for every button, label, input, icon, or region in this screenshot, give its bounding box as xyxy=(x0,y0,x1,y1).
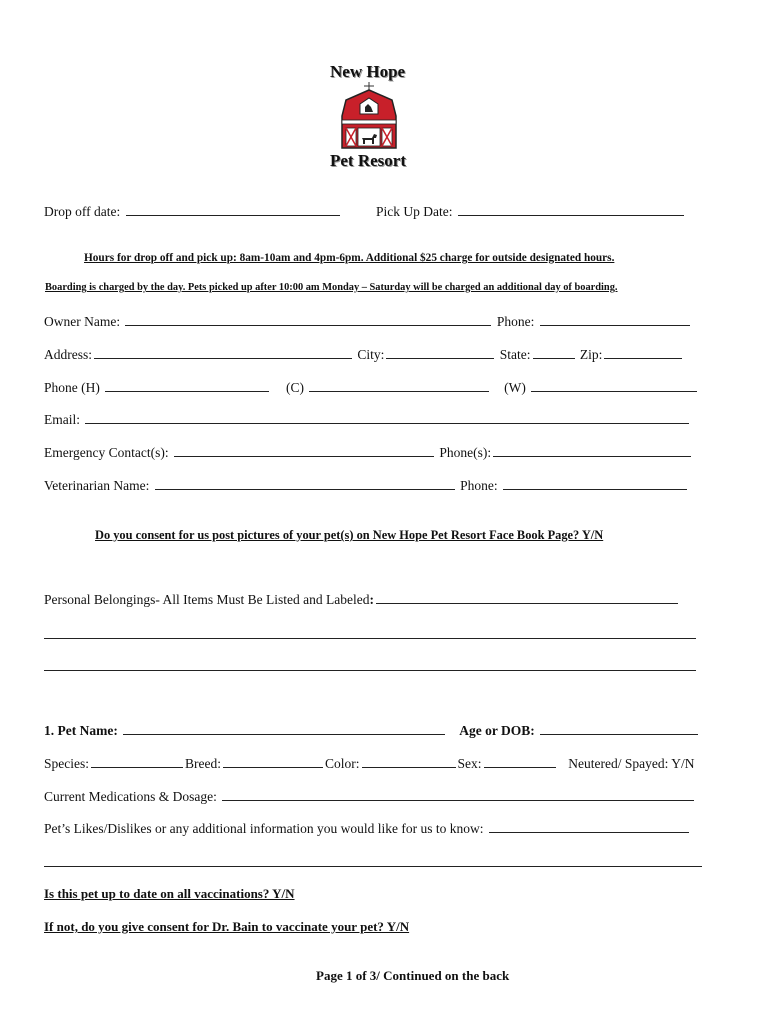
vet-label: Veterinarian Name: xyxy=(44,478,150,493)
vet-phone-field[interactable] xyxy=(503,478,687,490)
drop-off-row xyxy=(44,204,342,220)
belongings-line-2[interactable] xyxy=(44,638,696,639)
emergency-phone-field[interactable] xyxy=(493,445,691,457)
drop-off-label: Drop off date: xyxy=(44,204,121,219)
pet-name-row xyxy=(44,723,700,739)
pick-up-row xyxy=(376,204,686,220)
pet-details-row xyxy=(44,756,695,772)
phone-w-label: (W) xyxy=(504,380,526,395)
species-field[interactable] xyxy=(91,756,183,768)
state-label: State: xyxy=(499,347,531,362)
vet-field[interactable] xyxy=(155,478,455,490)
title-bottom: Pet Resort xyxy=(330,151,406,170)
belongings-colon: : xyxy=(369,592,374,607)
belongings-label: Personal Belongings- All Items Must Be Listed and Labeled xyxy=(44,592,370,607)
phone-h-field[interactable] xyxy=(105,380,269,392)
likes-row xyxy=(44,821,691,837)
drop-off-field[interactable] xyxy=(126,204,340,216)
vaccinations-consent: If not, do you give consent for Dr. Bain to vaccinate your pet? Y/N xyxy=(44,919,410,934)
pet-age-field[interactable] xyxy=(540,723,698,735)
zip-label: Zip: xyxy=(579,347,603,362)
vet-row xyxy=(44,478,689,494)
color-label: Color: xyxy=(325,756,360,771)
meds-field[interactable] xyxy=(222,789,694,801)
owner-name-label: Owner Name: xyxy=(44,314,121,329)
meds-row xyxy=(44,789,696,805)
likes-label: Pet’s Likes/Dislikes or any additional information you would like for us to know: xyxy=(44,821,484,836)
email-field[interactable] xyxy=(85,412,689,424)
owner-phone-label: Phone: xyxy=(496,314,535,329)
vaccinations-up-to-date: Is this pet up to date on all vaccinations? Y/N xyxy=(44,886,295,901)
title-top: New Hope xyxy=(330,62,406,81)
breed-label: Breed: xyxy=(185,756,221,771)
neutered-label: Neutered/ Spayed: Y/N xyxy=(568,756,695,771)
meds-label: Current Medications & Dosage: xyxy=(44,789,217,804)
emergency-field[interactable] xyxy=(174,445,434,457)
color-field[interactable] xyxy=(362,756,456,768)
city-label: City: xyxy=(357,347,385,362)
emergency-phone-label: Phone(s): xyxy=(439,445,492,460)
photo-consent: Do you consent for us post pictures of your pet(s) on New Hope Pet Resort Face Book Page? Y/N xyxy=(95,528,604,542)
owner-name-field[interactable] xyxy=(125,314,491,326)
phones-row xyxy=(44,380,699,396)
page-footer: Page 1 of 3/ Continued on the back xyxy=(316,968,510,983)
barn-logo xyxy=(338,80,400,152)
species-label: Species: xyxy=(44,756,89,771)
phone-w-field[interactable] xyxy=(531,380,697,392)
address-field[interactable] xyxy=(94,347,352,359)
state-field[interactable] xyxy=(533,347,575,359)
pet-age-label: Age or DOB: xyxy=(459,723,535,738)
vet-phone-label: Phone: xyxy=(460,478,498,493)
zip-field[interactable] xyxy=(604,347,682,359)
pick-up-label: Pick Up Date: xyxy=(376,204,453,219)
phone-c-label: (C) xyxy=(286,380,304,395)
address-row xyxy=(44,347,684,363)
pet-name-label: 1. Pet Name: xyxy=(44,723,118,738)
pick-up-field[interactable] xyxy=(458,204,684,216)
phone-h-label: Phone (H) xyxy=(44,380,100,395)
sex-label: Sex: xyxy=(457,756,482,771)
boarding-notice: Boarding is charged by the day. Pets picked up after 10:00 am Monday – Saturday will be charged an additional day of boarding. xyxy=(45,282,618,293)
owner-phone-field[interactable] xyxy=(540,314,690,326)
hours-notice: Hours for drop off and pick up: 8am-10am and 4pm-6pm. Additional $25 charge for outside designated hours. xyxy=(84,252,615,264)
emergency-row xyxy=(44,445,693,461)
belongings-field[interactable] xyxy=(376,592,678,604)
address-label: Address: xyxy=(44,347,92,362)
breed-field[interactable] xyxy=(223,756,323,768)
owner-name-row xyxy=(44,314,692,330)
likes-line-2[interactable] xyxy=(44,866,702,867)
likes-field[interactable] xyxy=(489,821,689,833)
belongings-line-3[interactable] xyxy=(44,670,696,671)
phone-c-field[interactable] xyxy=(309,380,489,392)
pet-name-field[interactable] xyxy=(123,723,445,735)
belongings-row xyxy=(44,592,680,608)
city-field[interactable] xyxy=(386,347,494,359)
email-row xyxy=(44,412,691,428)
email-label: Email: xyxy=(44,412,80,427)
emergency-label: Emergency Contact(s): xyxy=(44,445,169,460)
sex-field[interactable] xyxy=(484,756,556,768)
